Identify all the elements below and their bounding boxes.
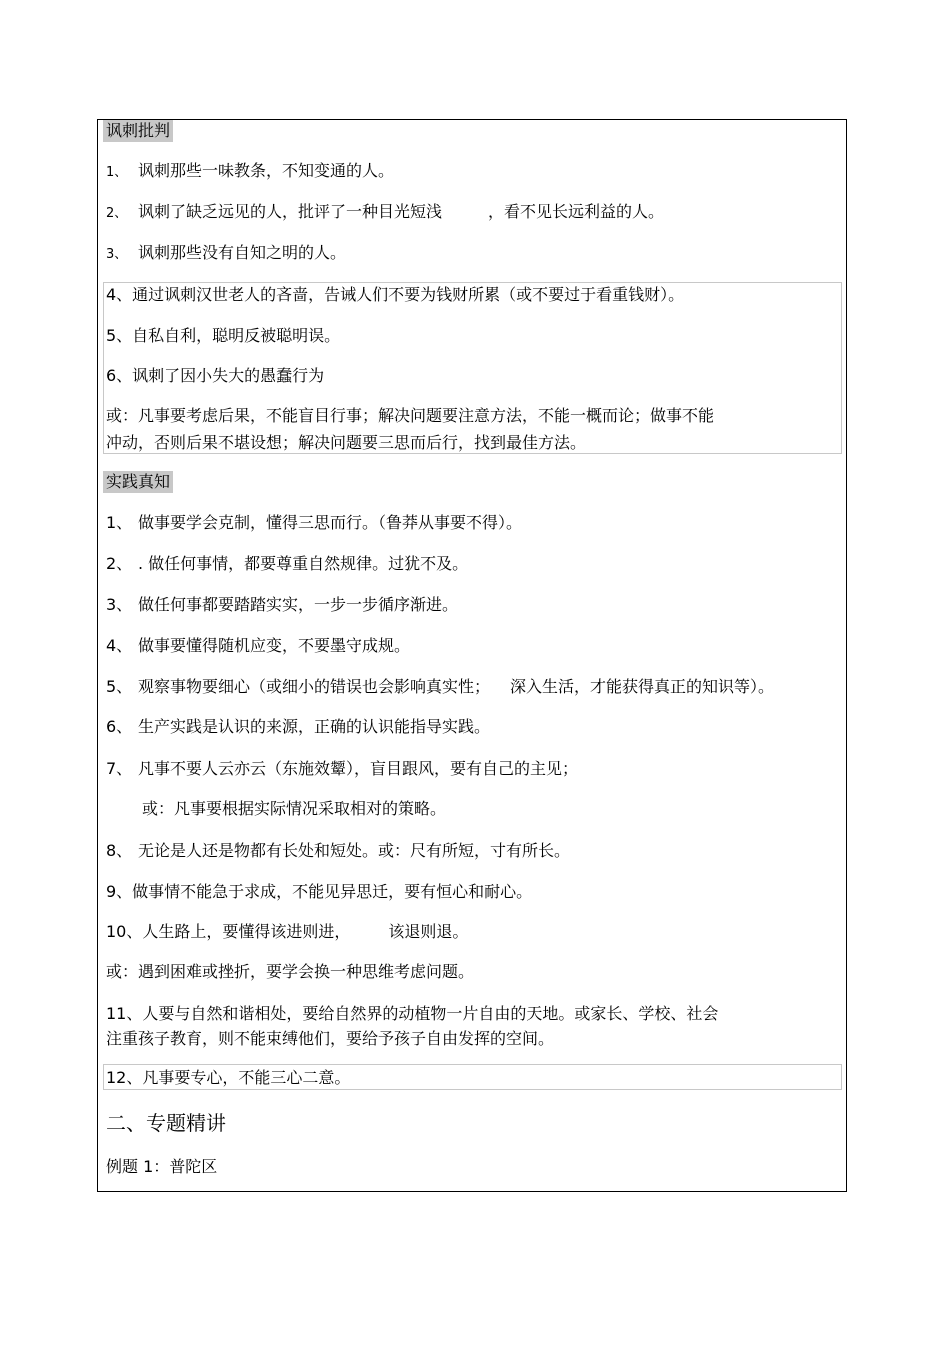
practice-item-6	[106, 717, 490, 737]
item-text-cont: ，看不见长远利益的人。	[488, 202, 665, 221]
satire-or-line-2: 冲动，否则后果不堪设想；解决问题要三思而后行，找到最佳方法。	[106, 433, 587, 452]
practice-item-8	[106, 841, 570, 861]
item-text: 凡事不要人云亦云（东施效颦），盲目跟风，要有自己的主见；	[138, 759, 579, 778]
practice-item-2	[106, 554, 468, 574]
item-number: 2、	[106, 206, 128, 221]
example-label: 例题 1：普陀区	[106, 1157, 218, 1176]
satire-item-4: 4、通过讽刺汉世老人的吝啬，告诫人们不要为钱财所累（或不要过于看重钱财）。	[106, 285, 685, 304]
practice-item-3	[106, 595, 458, 615]
practice-item-4	[106, 636, 410, 656]
section-header-practice: 实践真知	[103, 471, 173, 493]
item-number: 3、	[106, 595, 133, 614]
item-number: 8、	[106, 841, 133, 860]
satire-or-line-1: 或：凡事要考虑后果，不能盲目行事；解决问题要注意方法，不能一概而论；做事不能	[106, 406, 715, 425]
practice-item-5	[106, 677, 774, 697]
item-number: 7、	[106, 759, 133, 778]
satire-item-6: 6、讽刺了因小失大的愚蠢行为	[106, 366, 325, 385]
satire-item-3	[106, 243, 346, 265]
item-number: 3、	[106, 247, 128, 262]
section-header-satire: 讽刺批判	[103, 120, 173, 142]
practice-item-10	[106, 922, 468, 942]
item-text: 生产实践是认识的来源，正确的认识能指导实践。	[138, 717, 491, 736]
item-text: 做任何事都要踏踏实实，一步一步循序渐进。	[138, 595, 459, 614]
practice-item-9: 9、做事情不能急于求成，不能见异思迁，要有恒心和耐心。	[106, 882, 533, 901]
item-text: 讽刺了缺乏远见的人，批评了一种目光短浅	[138, 202, 443, 221]
practice-item-11-line-2: 注重孩子教育，则不能束缚他们，要给予孩子自由发挥的空间。	[106, 1029, 555, 1048]
item-number: 1、	[106, 513, 133, 532]
item-number: 6、	[106, 717, 133, 736]
item-text: 讽刺那些一味教条，不知变通的人。	[138, 161, 395, 180]
item-text: 做事要懂得随机应变，不要墨守成规。	[138, 636, 411, 655]
item-text-cont: 深入生活，才能获得真正的知识等）。	[510, 677, 775, 696]
practice-item-10-or: 或：遇到困难或挫折，要学会换一种思维考虑问题。	[106, 962, 475, 981]
item-number: 4、	[106, 636, 133, 655]
practice-item-11-line-1: 11、人要与自然和谐相处，要给自然界的动植物一片自由的天地。或家长、学校、社会	[106, 1004, 719, 1023]
item-text: 观察事物要细心（或细小的错误也会影响真实性；	[138, 677, 491, 696]
item-number: 1、	[106, 165, 128, 180]
item-text-cont: 该退则退。	[388, 922, 469, 941]
section-title-2: 二、专题精讲	[106, 1111, 226, 1135]
satire-item-1	[106, 161, 394, 183]
item-text: 做事要学会克制，懂得三思而行。（鲁莽从事要不得）。	[138, 513, 523, 532]
practice-item-7	[106, 759, 578, 779]
practice-item-1	[106, 513, 522, 533]
satire-item-2	[106, 202, 664, 224]
item-text: . 做任何事情，都要尊重自然规律。过犹不及。	[138, 554, 469, 573]
item-number: 2、	[106, 554, 133, 573]
practice-item-7-or: 或：凡事要根据实际情况采取相对的策略。	[142, 799, 447, 818]
item-text: 10、人生路上，要懂得该进则进，	[106, 922, 351, 941]
satire-item-5: 5、自私自利，聪明反被聪明误。	[106, 326, 341, 345]
item-number: 5、	[106, 677, 133, 696]
item-text: 无论是人还是物都有长处和短处。或：尺有所短，寸有所长。	[138, 841, 571, 860]
item-text: 讽刺那些没有自知之明的人。	[138, 243, 347, 262]
practice-item-12: 12、凡事要专心，不能三心二意。	[106, 1068, 351, 1087]
